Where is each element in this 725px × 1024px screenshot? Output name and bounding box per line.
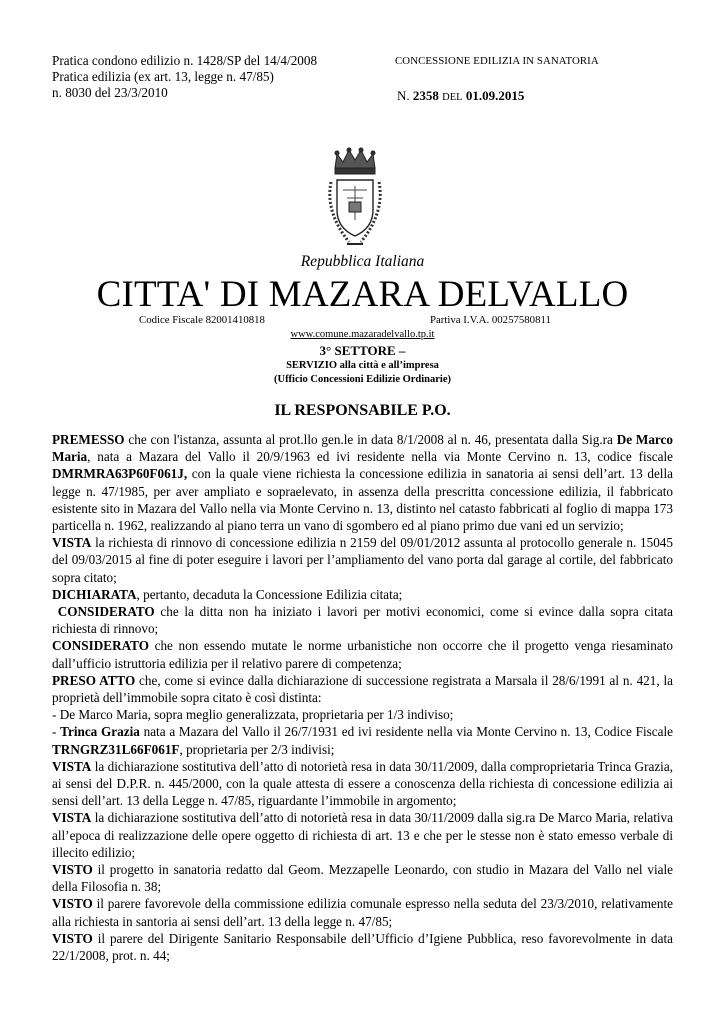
- paragraph-vista-rinnovo: VISTA la richiesta di rinnovo di concessione edilizia n 2159 del 09/01/2012 assunta al protocollo generale n. 15045 del 09/03/2015 al fine di poter eseguire i lavori per l’ampliamento del vano porta dal garage al cortile, del fabbricato sopra citato;: [52, 535, 673, 585]
- office-subtitle: (Ufficio Concessioni Edilizie Ordinarie): [273, 374, 452, 385]
- concession-number: N. 2358 DEL 01.09.2015: [397, 88, 525, 103]
- city-title: CITTA' DI MAZARA DELVALLO: [96, 274, 629, 315]
- practice-references: [52, 53, 317, 101]
- paragraph-premesso: PREMESSO che con l'istanza, assunta al prot.llo gen.le in data 8/1/2008 al n. 46, presentata dalla Sig.ra De Marco Maria, nata a Mazara del Vallo il 20/9/1963 ed ivi residente nella via Monte Cervino n. 13, codice fiscale DMRMRA63P60F061J, con la quale viene richiesta la concessione edilizia in sanatoria ai sensi dell’art. 13 della legge n. 47/1985, per aver ampliato e sopraelevato, in assenza della prescritta concessione edilizia, il fabbricato esistente sito in Mazara del Vallo nella via Monte Cervino n. 13, distinto nel catasto fabbricati al foglio di mappa 173 particella n. 1962, realizzando al piano terra un vano di sgombero ed al piano primo due vani ed un servizio;: [52, 432, 673, 534]
- owner-item-1: - De Marco Maria, sopra meglio generalizzata, proprietaria per 1/3 indiviso;: [52, 707, 454, 723]
- paragraph-preso-atto: PRESO ATTO che, come si evince dalla dichiarazione di successione registrata a Marsala il 28/6/1991 al n. 421, la proprietà dell’immobile sopra citato è così distinta:: [52, 672, 673, 706]
- paragraph-considerato-2: CONSIDERATO che non essendo mutate le norme urbanistiche non occorre che il progetto venga riesaminato dall’ufficio istruttoria edilizia per il relativo parere di competenza;: [52, 638, 673, 671]
- responsible-heading: IL RESPONSABILE P.O.: [274, 402, 451, 419]
- paragraph-vista-dichiarazione-1: VISTA la dichiarazione sostitutiva dell’atto di notorietà resa in data 30/11/2009, dalla comproprietaria Trinca Grazia, ai sensi del D.P.R. n. 445/2000, con la quale attesta di essere a conoscenza della richiesta di concessione edilizia ai sensi dell’art. 13 della Legge n. 47/85, riguardante l’immobile in argomento;: [52, 758, 673, 809]
- paragraph-visto-progetto: VISTO il progetto in sanatoria redatto dal Geom. Mezzapelle Leonardo, con studio in Mazara del Vallo nel viale della Filosofia n. 38;: [52, 862, 673, 895]
- paragraph-considerato-1: CONSIDERATO che la ditta non ha iniziato i lavori per motivi economici, come si evince dalla sopra citata richiesta di rinnovo;: [52, 604, 674, 637]
- document-body: [52, 431, 673, 964]
- department-title: 3° SETTORE –: [319, 343, 406, 358]
- concession-number-value: 2358: [412, 88, 439, 103]
- tax-code: Codice Fiscale 82001410818: [139, 314, 265, 326]
- practice-line-3: n. 8030 del 23/3/2010: [52, 85, 168, 100]
- document-type: CONCESSIONE EDILIZIA IN SANATORIA: [395, 55, 599, 67]
- concession-date: 01.09.2015: [465, 88, 525, 103]
- paragraph-visto-parere-sanitario: VISTO il parere del Dirigente Sanitario Responsabile dell’Ufficio d’Igiene Pubblica, reso favorevolmente in data 22/1/2008, prot. n. 44;: [52, 930, 673, 964]
- paragraph-visto-commissione: VISTO il parere favorevole della commissione edilizia comunale espresso nella seduta del 23/3/2010, relativamente alla richiesta in santoria ai sensi dell’art. 13 della legge n. 47/85;: [52, 896, 673, 929]
- city-coat-of-arms-icon: [323, 146, 387, 250]
- paragraph-dichiarata: DICHIARATA, pertanto, decaduta la Concessione Edilizia citata;: [52, 586, 403, 602]
- service-subtitle: SERVIZIO alla città e all’impresa: [286, 360, 439, 371]
- republic-label: Repubblica Italiana: [300, 253, 425, 270]
- owner-item-2: - Trinca Grazia nata a Mazara del Vallo il 26/7/1931 ed ivi residente nella via Monte Cervino n. 13, Codice Fiscale TRNGRZ31L66F061F, proprietaria per 2/3 indivisi;: [52, 724, 673, 757]
- vat-number: Partiva I.V.A. 00257580811: [430, 314, 551, 326]
- practice-line-2: Pratica edilizia (ex art. 13, legge n. 47/85): [52, 69, 274, 84]
- paragraph-vista-dichiarazione-2: VISTA la dichiarazione sostitutiva dell’atto di notorietà resa in data 30/11/2009 dalla sig.ra De Marco Maria, relativa all’epoca di realizzazione delle opere oggetto di richiesta di art. 13 e che per le stesse non è stato emesso verbale di illecito edilizio;: [52, 810, 673, 860]
- practice-line-1: Pratica condono edilizio n. 1428/SP del 14/4/2008: [52, 53, 318, 68]
- website-link[interactable]: www.comune.mazaradelvallo.tp.it: [290, 329, 435, 340]
